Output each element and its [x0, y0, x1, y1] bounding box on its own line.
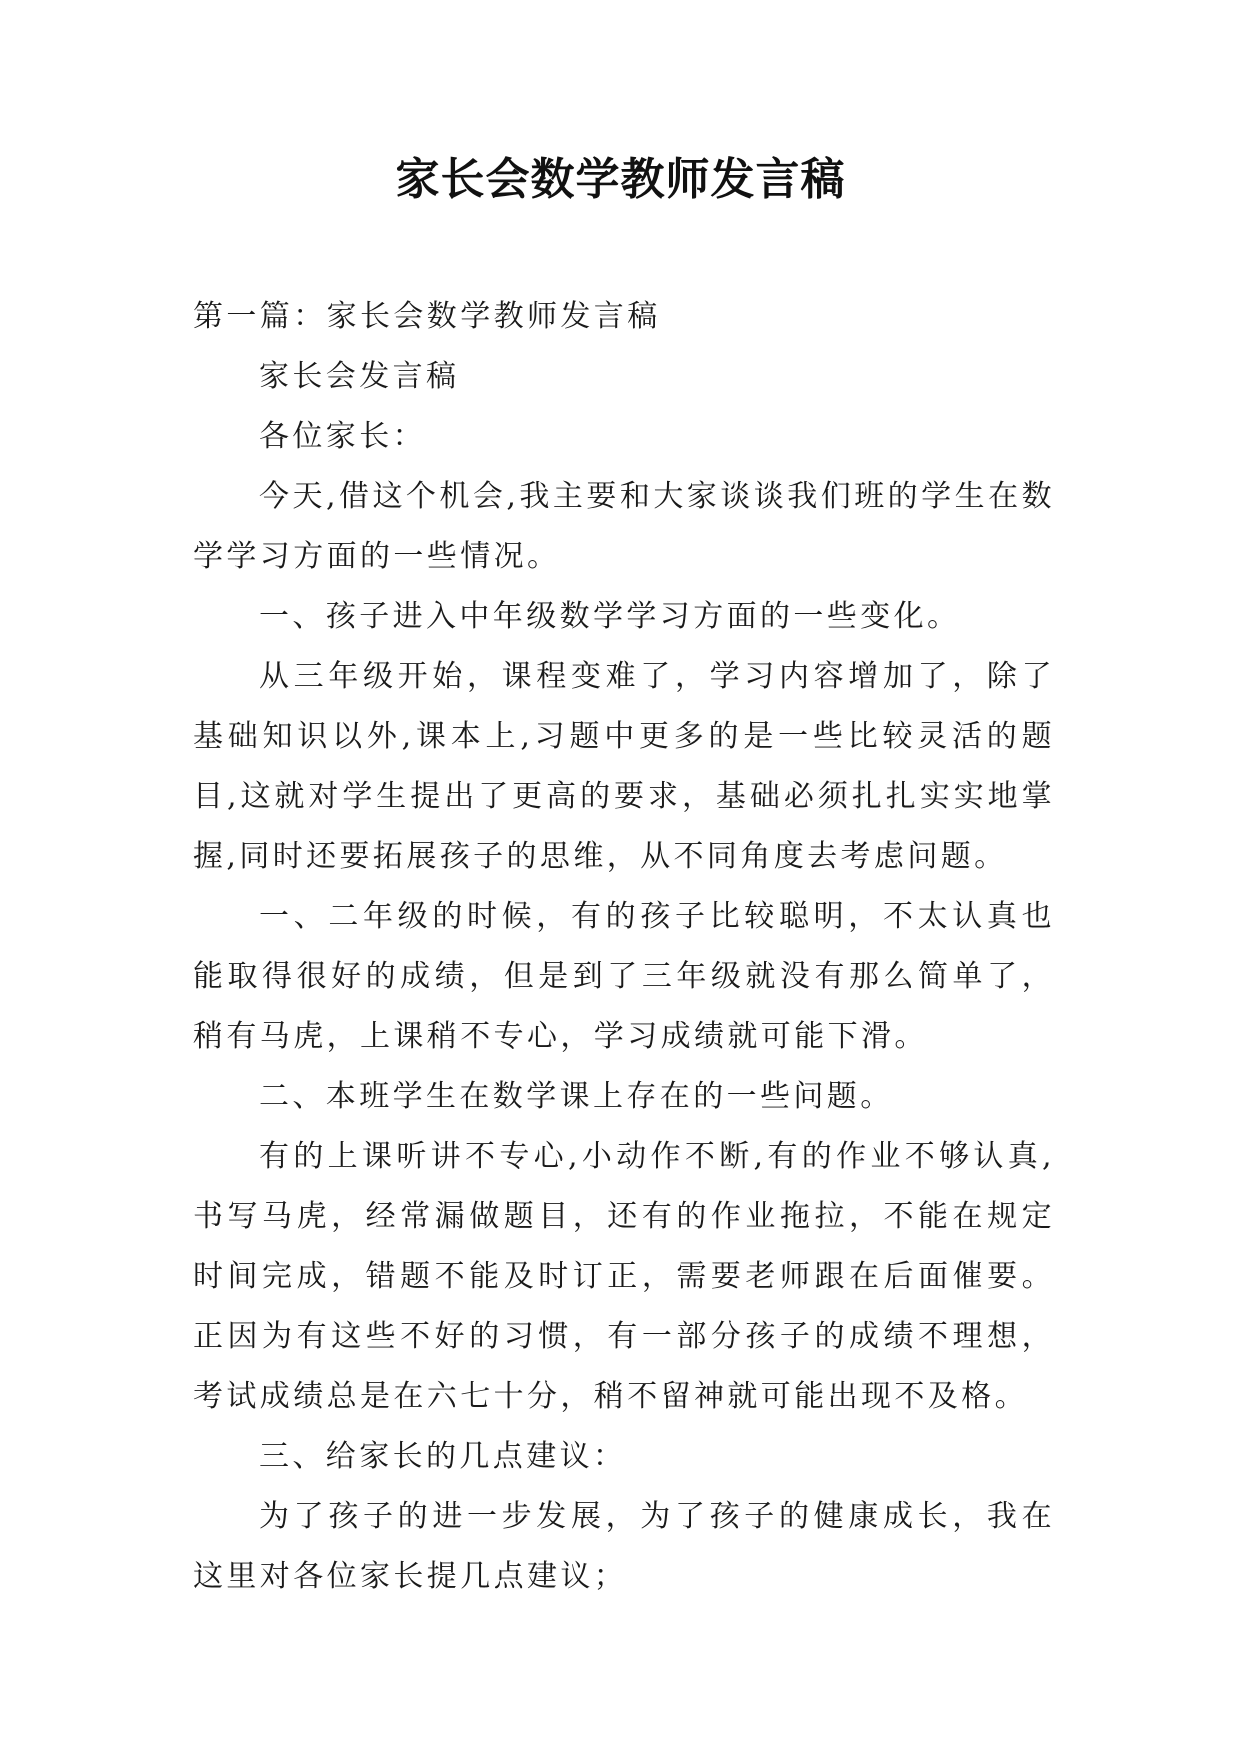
paragraph-section-heading: 第一篇：家长会数学教师发言稿: [193, 299, 661, 334]
paragraph-subtitle: 家长会发言稿: [259, 359, 460, 394]
document-title: 家长会数学教师发言稿: [395, 154, 846, 205]
paragraph-body: 为了孩子的进一步发展，为了孩子的健康成长，我在这里对各位家长提几点建议；: [193, 1499, 1055, 1594]
paragraph-point-heading-3: 三、给家长的几点建议：: [259, 1439, 627, 1474]
paragraph-salutation: 各位家长：: [259, 419, 426, 454]
paragraph-body: 一、二年级的时候，有的孩子比较聪明，不太认真也能取得很好的成绩，但是到了三年级就没有那么简单了，稍有马虎，上课稍不专心，学习成绩就可能下滑。: [193, 899, 1055, 1054]
document-body: [193, 287, 1055, 1607]
paragraph-point-heading-2: 二、本班学生在数学课上存在的一些问题。: [259, 1079, 894, 1114]
paragraph-body: 从三年级开始，课程变难了，学习内容增加了，除了基础知识以外,课本上,习题中更多的是一些比较灵活的题目,这就对学生提出了更高的要求，基础必须扎扎实实地掌握,同时还要拓展孩子的思维，从不同角度去考虑问题。: [193, 659, 1055, 874]
paragraph-intro: 今天,借这个机会,我主要和大家谈谈我们班的学生在数学学习方面的一些情况。: [193, 479, 1055, 574]
paragraph-body: 有的上课听讲不专心,小动作不断,有的作业不够认真,书写马虎，经常漏做题目，还有的作业拖拉，不能在规定时间完成，错题不能及时订正，需要老师跟在后面催要。正因为有这些不好的习惯，有一部分孩子的成绩不理想，考试成绩总是在六七十分，稍不留神就可能出现不及格。: [193, 1139, 1055, 1414]
paragraph-point-heading-1: 一、孩子进入中年级数学学习方面的一些变化。: [259, 599, 961, 634]
